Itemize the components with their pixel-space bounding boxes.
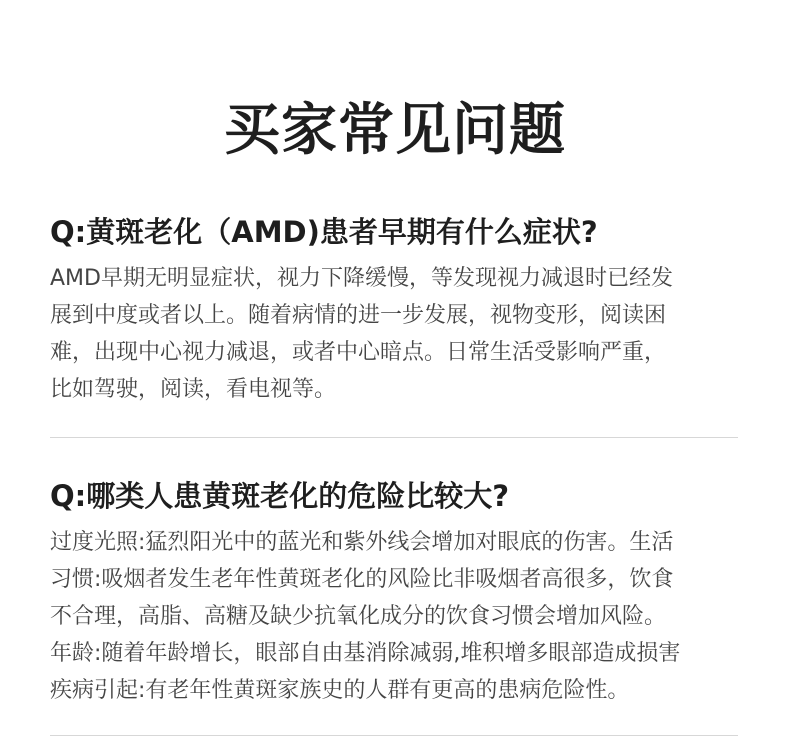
faq-answer bbox=[50, 524, 740, 709]
faq-answer-line: 比如驾驶，阅读，看电视等。 bbox=[50, 377, 337, 402]
page-title: 买家常见问题 bbox=[224, 98, 566, 163]
faq-item-risk-groups bbox=[50, 476, 740, 709]
faq-answer-line: 难，出现中心视力减退，或者中心暗点。日常生活受影响严重， bbox=[50, 340, 667, 365]
faq-answer-line: 习惯:吸烟者发生老年性黄斑老化的风险比非吸烟者高很多，饮食 bbox=[50, 567, 674, 592]
faq-question: Q:哪类人患黄斑老化的危险比较大? bbox=[50, 479, 510, 513]
section-divider bbox=[50, 735, 738, 736]
faq-answer-line: 年龄:随着年龄增长，眼部自由基消除减弱,堆积增多眼部造成损害 bbox=[50, 641, 681, 666]
faq-answer-line: 疾病引起:有老年性黄斑家族史的人群有更高的患病危险性。 bbox=[50, 678, 630, 703]
faq-answer bbox=[50, 260, 740, 408]
faq-answer-line: AMD早期无明显症状，视力下降缓慢，等发现视力减退时已经发 bbox=[50, 266, 673, 291]
faq-answer-line: 过度光照:猛烈阳光中的蓝光和紫外线会增加对眼底的伤害。生活 bbox=[50, 530, 674, 555]
faq-question: Q:黄斑老化（AMD)患者早期有什么症状? bbox=[50, 215, 598, 249]
section-divider bbox=[50, 437, 738, 438]
faq-answer-line: 展到中度或者以上。随着病情的进一步发展，视物变形，阅读困 bbox=[50, 303, 667, 328]
faq-item-amd-symptoms bbox=[50, 212, 740, 408]
faq-answer-line: 不合理，高脂、高糖及缺少抗氧化成分的饮食习惯会增加风险。 bbox=[50, 604, 667, 629]
